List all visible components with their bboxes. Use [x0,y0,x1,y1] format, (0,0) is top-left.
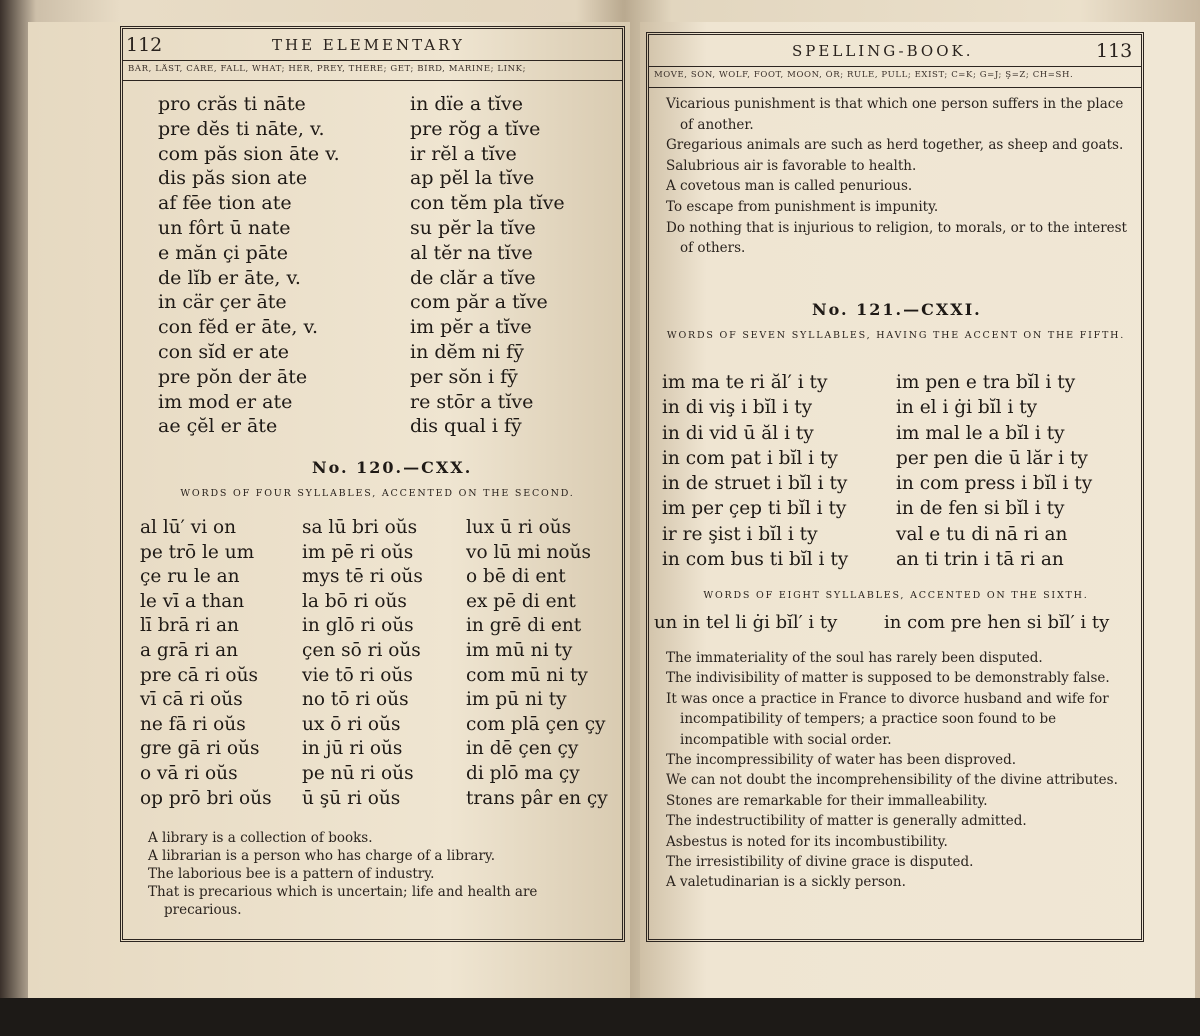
right-top-sentences [666,94,1136,259]
word: an ti trin i tā ri an [896,549,1064,571]
sentence: The indestructibility of matter is generally admitted. [666,813,1027,830]
word: le vī a than [140,590,245,612]
sentence: The irresistibility of divine grace is disputed. [666,854,974,871]
sentence: A librarian is a person who has charge of a library. [148,847,496,864]
sentence: Salubrious air is favorable to health. [666,157,917,174]
word: no tō ri oŭs [302,689,409,711]
book-bottom-edge [0,998,1200,1036]
sentence: A covetous man is called penurious. [666,178,913,195]
sentence: Gregarious animals are such as herd together, as sheep and goats. [666,137,1124,154]
word: pe nū ri oŭs [302,762,414,784]
section-120-col3 [466,516,608,811]
word: con tĕm pla tĭve [410,192,565,215]
word: val e tu di nā ri an [896,523,1068,545]
section-120-col2 [302,516,423,811]
word: al lū′ vi on [140,517,237,538]
sentence: Asbestus is noted for its incombustibility. [666,833,948,850]
word: in di vid ū ăl i ty [662,422,814,444]
word: gre gā ri oŭs [140,738,260,760]
word: lī brā ri an [140,615,239,637]
word: per sŏn i fȳ [410,365,518,388]
left-key-line: BĀR, LÅST, CÂRE, FALL, WHAT; HÊR, PREY, THÊRE; GET; BÎRD, MARÏNE; LINK; [128,64,527,74]
word: in com pat i bĭl i ty [662,447,838,469]
word: op prō bri oŭs [140,787,272,809]
word: pe trō le um [140,541,255,563]
left-page-number: 112 [126,34,163,56]
word: im mū ni ty [466,639,573,661]
word: in dĕm ni fȳ [410,340,524,363]
word: in cär çer āte [158,291,287,314]
section-120-title: No. 120.—CXX. [312,458,473,477]
word: vī cā ri oŭs [140,689,243,711]
word: im pĕr a tĭve [410,316,532,339]
word: com plā çen çy [466,713,606,735]
right-key-line: MOVE, SÔN, WOLF, FOOT, MOON, ÔR; RULE, PULL; EXIST; C=K; Ġ=J; Ş=Z; CH=SH. [654,70,1074,80]
word: un fôrt ū nate [158,216,291,239]
word: in com press i bĭl i ty [896,473,1093,495]
word: in de struet i bĭl i ty [662,473,848,495]
word: af fēe tion ate [158,192,292,215]
word: o bē di ent [466,566,566,588]
left-key-rule [123,80,622,81]
word: ux ō ri oŭs [302,713,401,735]
word: di plō ma çy [466,762,580,784]
right-head-rule [649,66,1141,67]
word: dis păs sion ate [158,167,308,190]
word: in glō ri oŭs [302,615,414,637]
sentence: A library is a collection of books. [148,830,373,846]
word: de lĭb er āte, v. [158,266,301,289]
left-head-rule [123,60,622,61]
sentence: To escape from punishment is impunity. [666,198,939,215]
word: con sĭd er ate [158,340,289,363]
word: su pĕr la tĭve [410,216,536,239]
word: im pē ri oŭs [302,541,414,563]
word: in dē çen çy [466,738,579,760]
word: con fĕd er āte, v. [158,316,319,339]
sentence: Stones are remarkable for their immalleability. [666,792,988,809]
word: in de fen si bĭl i ty [896,498,1065,520]
word: trans pâr en çy [466,787,608,809]
word: ir re şist i bĭl i ty [662,523,818,545]
word: in dïe a tĭve [410,93,523,115]
word: e măn çi pāte [158,241,289,264]
word: de clăr a tĭve [410,266,536,289]
word: mys tē ri oŭs [302,566,423,588]
word: com păs sion āte v. [158,142,340,165]
right-running-head: SPELLING-BOOK. [792,42,974,60]
word: im pen e tra bĭl i ty [896,372,1076,393]
word: im ma te ri ăl′ i ty [662,372,828,393]
word: in grē di ent [466,615,582,637]
seven-syllable-col2 [896,370,1092,572]
word: vie tō ri oŭs [302,664,413,686]
word: pro crăs ti nāte [158,93,306,115]
word: in jū ri oŭs [302,738,403,760]
sentence: We can not doubt the incomprehensibility of the divine attributes. [666,772,1118,789]
eight-syllable-subtitle: WORDS OF EIGHT SYLLABLES, ACCENTED ON THE SIXTH. [703,590,1089,601]
sentence: It was once a practice in France to divorce husband and wife for incompatibility of tempers; a practice soon found to be incompatible with social order. [666,690,1109,748]
word: ae çĕl er āte [158,415,278,438]
word: ap pĕl la tĭve [410,167,535,190]
right-key-rule [649,87,1141,88]
word: pre cā ri oŭs [140,664,258,686]
word: çe ru le an [140,566,240,588]
left-sentences [148,830,616,920]
word: çen sō ri oŭs [302,639,421,661]
word: im mod er ate [158,390,293,413]
sentence: The incompressibility of water has been disproved. [666,752,1017,769]
seven-syllable-col1 [662,370,848,572]
word: ū şū ri oŭs [302,787,401,809]
word: lux ū ri oŭs [466,517,572,538]
eight-syllable-word-1: un in tel li ġi bĭl′ i ty [654,612,838,633]
continued-words-col1 [158,92,340,439]
section-120-subtitle: WORDS OF FOUR SYLLABLES, ACCENTED ON THE SECOND. [180,488,575,499]
sentence: Vicarious punishment is that which one person suffers in the place of another. [666,96,1124,133]
word: im per çep ti bĭl i ty [662,498,847,520]
eight-syllable-word-2: in com pre hen si bĭl′ i ty [884,612,1110,633]
word: im mal le a bĭl i ty [896,422,1065,444]
word: per pen die ū lăr i ty [896,447,1088,469]
continued-words-col2 [410,92,565,439]
word: al tĕr na tĭve [410,241,533,264]
sentence: Do nothing that is injurious to religion, to morals, or to the interest of others. [666,219,1127,257]
word: o vā ri oŭs [140,762,238,784]
word: ex pē di ent [466,590,576,612]
word: pre pŏn der āte [158,365,308,388]
word: pre rŏg a tĭve [410,117,541,140]
sentence: The laborious bee is a pattern of industry. [148,865,435,882]
word: vo lū mi noŭs [466,541,591,563]
word: re stōr a tĭve [410,390,534,413]
word: im pū ni ty [466,689,567,711]
word: la bō ri oŭs [302,590,407,612]
right-bottom-sentences [666,648,1138,893]
right-page-number: 113 [1096,40,1133,62]
word: in el i ġi bĭl i ty [896,397,1038,419]
word: in com bus ti bĭl i ty [662,549,849,571]
sentence: That is precarious which is uncertain; life and health are precarious. [148,883,538,918]
sentence: The indivisibility of matter is supposed to be demonstrably false. [666,670,1110,687]
word: ne fā ri oŭs [140,713,246,735]
section-121-title: No. 121.—CXXI. [812,300,982,319]
section-120-col1 [140,516,272,811]
sentence: A valetudinarian is a sickly person. [666,874,906,891]
word: com mū ni ty [466,664,588,686]
word: ir rĕl a tĭve [410,142,517,165]
word: pre dĕs ti nāte, v. [158,117,325,140]
left-running-head: THE ELEMENTARY [272,36,465,54]
sentence: The immateriality of the soul has rarely been disputed. [666,650,1043,666]
word: a grā ri an [140,639,239,661]
word: in di viş i bĭl i ty [662,397,813,419]
word: sa lū bri oŭs [302,517,418,538]
section-121-subtitle: WORDS OF SEVEN SYLLABLES, HAVING THE ACCENT ON THE FIFTH. [666,330,1126,341]
word: com păr a tĭve [410,291,548,314]
word: dis qual i fȳ [410,415,522,438]
